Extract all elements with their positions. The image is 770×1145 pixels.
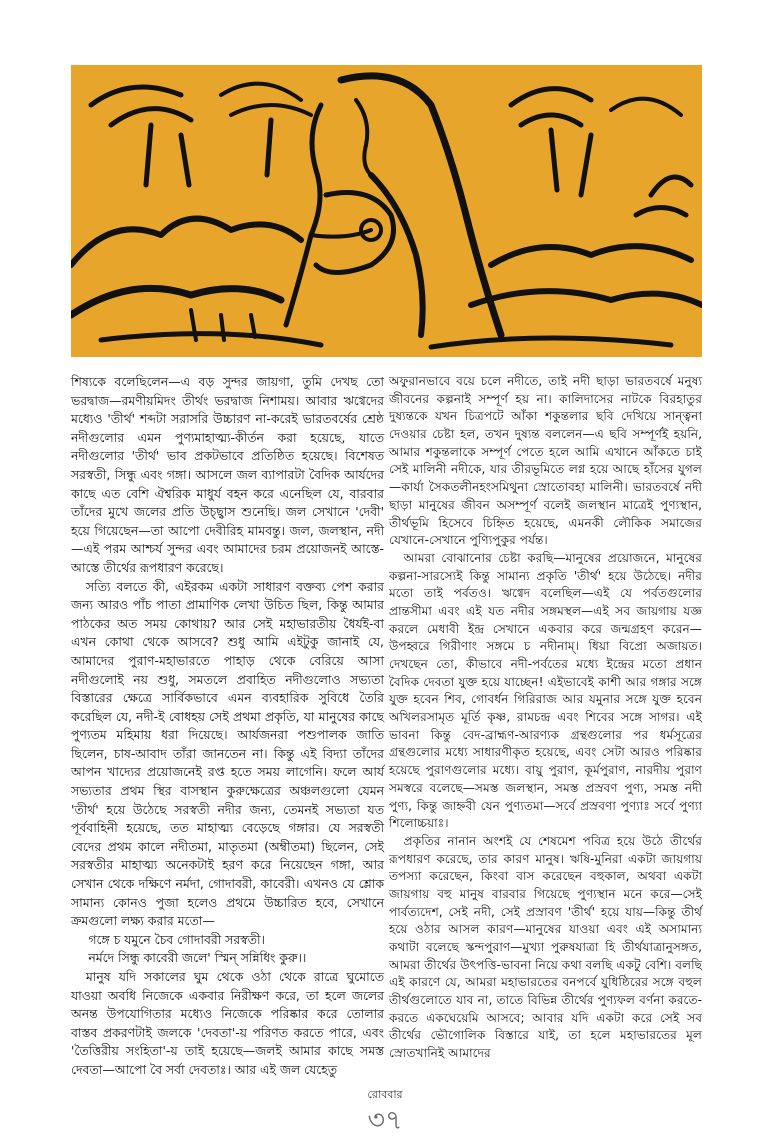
article-left-column [71,373,384,1080]
ink-sketch-drawing [71,65,702,357]
paragraph: আমরা বোঝানোর চেষ্টা করছি—মানুষের প্রয়োজনে, মানুষের কল্পনা-সারস্যেই কিন্তু সামান্য প্রকৃতি 'তীর্থ' হয়ে উঠেছে। নদীর মতো তাই পর্বতও। ঋগ্বেদ বলেছিল—এই যে পর্বতগুলোর প্রান্তসীমা এবং এই যত নদীর সঙ্গমস্থল—এই সব জায়গায় যজ্ঞ করলে মেধাবী ইন্দ্র সেখানে একবার করে জন্মগ্রহণ করেন—উপহ্বরে গিরীণাং সঙ্গমে চ নদীনাম্। ধিয়া বিপ্রো অজায়ত। দেখছেন তো, কীভাবে নদী-পর্বতের মধ্যে ইন্দ্রের মতো প্রধান বৈদিক দেবতা যুক্ত হয়ে যাচ্ছেন! এইভাবেই কাশী আর গঙ্গার সঙ্গে যুক্ত হবেন শিব, গোবর্ধন গিরিরাজ আর যমুনার সঙ্গে যুক্ত হবেন অখিলরসামৃত মূর্তি কৃষ্ণ, রামচন্দ্র এবং শিবের সঙ্গে সাগর। এই ভাবনা কিন্তু বেদ-ব্রাহ্মণ-আরণ্যক গ্রন্থগুলোর পর ধর্মসূত্রের গ্রন্থগুলোর মধ্যে সাধারণীকৃত হয়েছে, এবং সেটা আরও পরিষ্কার হয়েছে পুরাণগুলোর মধ্যে। বায়ু পুরাণ, কূর্মপুরাণ, নারদীয় পুরাণ সমস্বরে বলেছে—সমস্ত জলস্থান, সমস্ত প্রস্রবণ পুণ্য, সমস্ত নদী পুণ্য, কিন্তু জাহ্নবী যেন পুণ্যতমা—সর্বে প্রস্রবণা পুণ্যাঃ সর্বে পুণ্যা শিলোচ্চয়াঃ। [389,550,702,831]
article-right-column [389,373,702,1063]
paragraph: মানুষ যদি সকালের ঘুম থেকে ওঠা থেকে রাত্রে ঘুমোতে যাওয়া অবধি নিজেকে একবার নিরীক্ষণ করে, তা হলে জলের অনন্ত উপযোগিতার মধ্যেও নিজেকে পরিষ্কার করে তোলার বাস্তব প্রকরণটাই জলকে 'দেবতা'-য় পরিণত করতে পারে, এবং 'তৈত্তিরীয় সংহিতা'-য় তাই হয়েছে—জলই আমার কাছে সমস্ত দেবতা—আপো বৈ সর্বা দেবতাঃ। আর এই জল যেহেতু [71,969,384,1077]
paragraph: শিষ্যকে বলেছিলেন—এ বড় সুন্দর জায়গা, তুমি দেখছ তো ভরদ্বাজ—রমণীয়মিদং তীর্থং ভরদ্বাজ নিশাময়। আবার ঋগ্বেদের মধ্যেও 'তীর্থ' শব্দটা সরাসরি উচ্চারণ না-করেই ভারতবর্ষের শ্রেষ্ঠ নদীগুলোর এমন পুণ্যমাহাত্ম্য-কীর্তন করা হয়েছে, যাতে নদীগুলোর 'তীর্থ' ভাব প্রকটভাবে প্রতিষ্ঠিত হয়েছে। বিশেষত সরস্বতী, সিন্ধু এবং গঙ্গা। আসলে জল ব্যাপারটা বৈদিক আর্যদের কাছে এত বেশি ঐশ্বরিক মাধুর্য বহন করে এনেছিল যে, বারবার তাঁদের মুখে জলের প্রতি উচ্ছ্বাস শুনেছি। জল সেখানে 'দেবী' হয়ে গিয়েছেন—তা আপো দেবীরিহ মামবন্তু। জল, জলস্থান, নদী—এই পরম আশ্চর্য সুন্দর এবং আমাদের চরম প্রয়োজনই আস্তে-আস্তে তীর্থের রূপধারণ করেছে। [71,374,384,575]
page-number: ৩৭ [367,1105,403,1136]
paragraph: অফুরানভাবে বয়ে চলে নদীতে, তাই নদী ছাড়া ভারতবর্ষে মনুষ্য জীবনের কল্পনাই সম্পূর্ণ হয় না। কালিদাসের নাটকে বিরহাতুর দুষ্যন্তকে যখন চিত্রপটে আঁকা শকুন্তলার ছবি দেখিয়ে সান্ত্বনা দেওয়ার চেষ্টা হল, তখন দুষ্যন্ত বললেন—এ ছবি সম্পূর্ণই হয়নি, আমার শকুন্তলাকে সম্পূর্ণ পেতে হলে আমি এখানে আঁকতে চাই সেই মালিনী নদীকে, যার তীরভূমিতে লগ্ন হয়ে আছে হাঁসের যুগল—কার্যা সৈকতলীনহংসমিথুনা স্রোতোবহা মালিনী। ভারতবর্ষে নদী ছাড়া মানুষের জীবন অসম্পূর্ণ বলেই জলস্থান মাত্রেই পুণ্যস্থান, তীর্থভূমি হিসেবে চিহ্নিত হয়েছে, এমনকী লৌকিক সমাজের যেখানে-সেখানে পুণ্যিপুকুর পর্যন্ত। [389,374,702,548]
section-name: রোববার [367,1088,403,1101]
paragraph: সত্যি বলতে কী, এইরকম একটা সাধারণ বক্তব্য পেশ করার জন্য আরও পাঁচ পাতা প্রামাণিক লেখা উচিত ছিল, কিন্তু আমার পাঠকের অত সময় কোথায়? আর সেই মহাভারতীয় ধৈর্যই-বা এখন কোথা থেকে আসবে? শুধু আমি এইটুকু জানাই যে, আমাদের পুরাণ-মহাভারতে পাহাড় থেকে বেরিয়ে আসা নদীগুলোই নয় শুধু, সমতলে প্রবাহিত নদীগুলোও সভ্যতা বিস্তারের ক্ষেত্রে সার্বিকভাবে এমন ব্যবহারিক সুবিধে তৈরি করেছিল যে, নদী-ই বোধহয় সেই প্রথমা প্রকৃতি, যা মানুষের কাছে পুণ্যতম মহিমায় ধরা দিয়েছে। আর্যজনরা পশুপালক জাতি ছিলেন, চাষ-আবাদ তাঁরা জানতেন না। কিন্তু এই বিদ্যা তাঁদের আপন খাদ্যের প্রয়োজনেই রপ্ত হতে সময় লাগেনি। ফলে আর্য সভ্যতার প্রথম স্থির বাসস্থান কুরুক্ষেত্রের অঞ্চলগুলো যেমন 'তীর্থ' হয়ে উঠেছে সরস্বতী নদীর জন্য, তেমনই সভ্যতা যত পূর্ববাহিনী হয়েছে, তত মাহাত্ম্য বেড়েছে গঙ্গার। যে সরস্বতী বেদের প্রথম কালে নদীতমা, মাতৃতমা (অম্বীতমা) ছিলেন, সেই সরস্বতীর মাহাত্ম্য অনেকটাই হরণ করে নিয়েছেন গঙ্গা, আর সেখান থেকে দক্ষিণে নর্মদা, গোদাবরী, কাবেরী। এখনও যে শ্লোক সামান্য কোনও পুজা হলেও প্রথমে উচ্চারিত হবে, সেখানে ক্রমগুলো লক্ষ্য করার মতো— [71,578,384,929]
paragraph: প্রকৃতির নানান অংশই যে শেষমেশ পবিত্র হয়ে উঠে তীর্থের রূপধারণ করেছে, তার কারণ মানুষ। ঋষি-মুনিরা একটা জায়গায় তপস্যা করেছেন, কিংবা বাস করেছেন বহুকাল, অথবা একটা জায়গায় বহু মানুষ বারবার গিয়েছে পুণ্যস্থান মনে করে—সেই পার্বত্যদেশ, সেই নদী, সেই প্রস্রাবণ 'তীর্থ' হয়ে যায়—কিন্তু তীর্থ হয়ে ওঠার আসল কারণ—মানুষের যাওয়া এবং এই অসামান্য কথাটা বলেছে স্কন্দপুরাণ—মুখ্যা পুরুষযাত্রা হি তীর্থযাত্রানুসঙ্গত, আমরা তীর্থের উৎপত্তি-ভাবনা নিয়ে কথা বলছি একটু বেশি। বলছি এই কারণে যে, আমরা মহাভারতের বনপর্বে যুধিষ্ঠিরের সঙ্গে বহুল তীর্থগুলোতে যাব না, তাতে বিভিন্ন তীর্থের পুণ্যফল বর্ণনা করতে-করতে একঘেয়েমি আসবে; আবার যদি একটা করে সেই সব তীর্থের ভৌগোলিক বিস্তারে যাই, তা হলে মহাভারতের মূল স্রোতখানিই আমাদের [389,833,702,1061]
verse-line: গঙ্গে চ যমুনে চৈব গোদাবরী সরস্বতী। [88,931,265,947]
verse-line: নর্মদে সিন্ধু কাবেরী জলে' স্মিন্ সন্নিধিং কুরু।। [88,950,307,966]
illustration-figure [71,65,702,357]
